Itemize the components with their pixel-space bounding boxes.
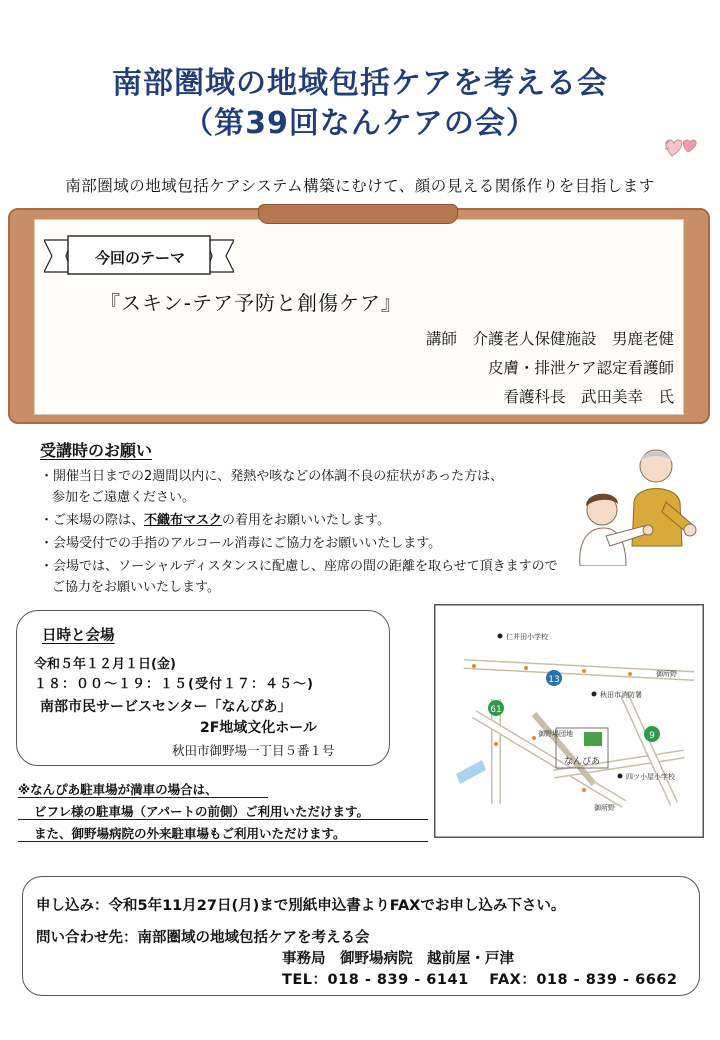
underline (18, 841, 428, 842)
event-date: 令和５年１２月１日(金) (34, 657, 176, 672)
request-item: ・開催当日までの2週間以内に、発熱や咳などの体調不良の症状があった方は、 (40, 469, 504, 484)
request-item-cont: 参加をご遠慮ください。 (52, 490, 196, 505)
request-item: ・会場では、ソーシャルディスタンスに配慮し、座席の間の距離を取らせて頂きますので (40, 559, 558, 574)
map-label-south: 御所野 (594, 804, 615, 812)
parking-note: また、御野場病院の外来駐車場もご利用いただけます。 (34, 826, 346, 841)
hearts-icon (662, 134, 702, 160)
request-item-cont: ご協力をお願いいたします。 (52, 580, 220, 595)
caregiver-illustration (566, 442, 700, 566)
map-label-school1: 仁井田小学校 (506, 633, 548, 641)
venue-address: 秋田市御野場一丁目５番１号 (172, 743, 335, 758)
contact-heading: 問い合わせ先：南部圏域の地域包括ケアを考える会 (36, 930, 370, 946)
access-map (434, 604, 704, 838)
lecturer-line: 皮膚・排泄ケア認定看護師 (487, 359, 674, 377)
request-text: ・ご来場の際は、 (40, 513, 145, 528)
map-label-nanpia: なんぴあ (564, 757, 601, 767)
map-label-station: 御所野 (656, 670, 677, 678)
event-time: １８：００～１９：１５(受付１７：４５～) (34, 677, 314, 692)
map-label-park: 御野場団地 (538, 730, 573, 738)
page-subtitle-session: （第39回なんケアの会） (183, 106, 537, 141)
route-9-label: 9 (649, 731, 655, 741)
contact-phone-fax: TEL：018 - 839 - 6141 FAX：018 - 839 - 6662 (282, 972, 678, 988)
theme-ribbon-label: 今回のテーマ (94, 249, 185, 267)
route-61-label: 61 (490, 705, 502, 715)
mask-emphasis: 不織布マスク (144, 513, 223, 528)
map-label-school2: 四ツ小屋小学校 (626, 773, 675, 781)
page-title: 南部圏域の地域包括ケアを考える会 (112, 66, 608, 101)
venue-name: 南部市民サービスセンター「なんぴあ」 (40, 699, 292, 715)
purpose-statement: 南部圏域の地域包括ケアシステム構築にむけて、顔の見える関係作りを目指します (65, 177, 655, 195)
request-text: の着用をお願いいたします。 (222, 513, 390, 528)
venue-heading: 日時と会場 (42, 628, 115, 644)
route-13-label: 13 (548, 675, 560, 685)
venue-hall: 2F地域文化ホール (200, 720, 318, 736)
underline (18, 797, 268, 798)
lecturer-line: 看護科長 武田美幸 氏 (503, 388, 674, 406)
lecturer-line: 講師 介護老人保健施設 男鹿老健 (425, 330, 674, 348)
underline (18, 819, 428, 820)
request-item: ・会場受付での手指のアルコール消毒にご協力をお願いいたします。 (40, 536, 442, 551)
parking-note: ※なんぴあ駐車場が満車の場合は、 (18, 782, 218, 797)
request-item (40, 510, 390, 531)
parking-note: ビフレ様の駐車場（アパートの前側）ご利用いただけます。 (34, 804, 370, 819)
application-deadline: 申し込み：令和5年11月27日(月)まで別紙申込書よりFAXでお申し込み下さい。 (36, 898, 566, 914)
map-label-fire: 秋田市消防署 (600, 691, 642, 699)
theme-title: 『スキン-テア予防と創傷ケア』 (100, 291, 403, 315)
clipboard-clip (258, 204, 458, 224)
contact-office: 事務局 御野場病院 越前屋・戸津 (282, 951, 514, 967)
requests-heading: 受講時のお願い (40, 441, 153, 460)
